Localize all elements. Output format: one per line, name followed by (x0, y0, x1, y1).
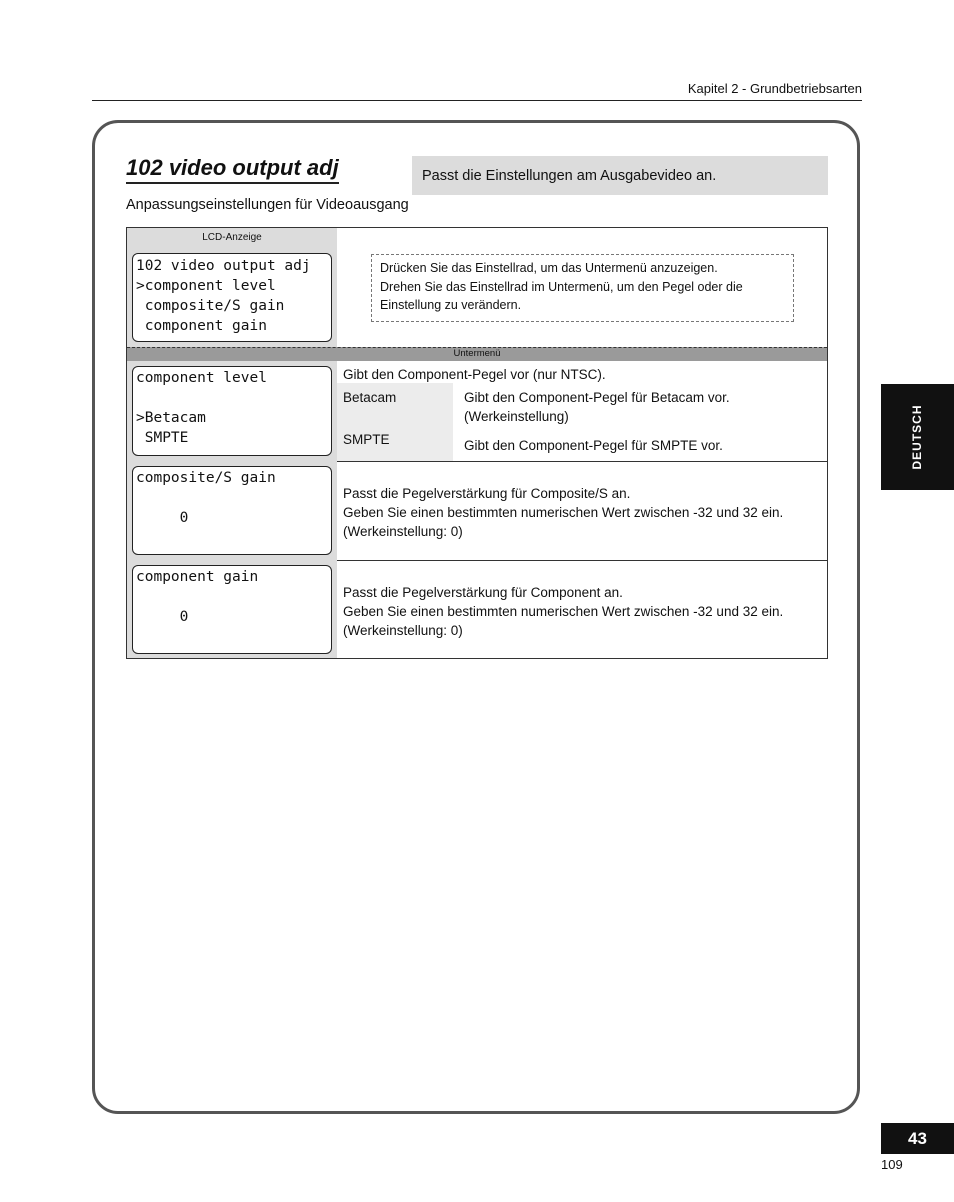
instruction-note (371, 254, 794, 322)
composite-gain-description (343, 484, 783, 541)
submenu-bar: Untermenü (127, 347, 827, 361)
lcd-column-header: LCD-Anzeige (202, 232, 262, 243)
row-divider (337, 461, 827, 462)
description-line: Geben Sie einen bestimmten numerischen Wert zwischen -32 und 32 ein. (343, 505, 784, 520)
note-line: Drehen Sie das Einstellrad im Untermenü, um den Pegel oder die (380, 279, 743, 294)
option-betacam-text (464, 388, 730, 426)
lcd-line: composite/S gain (136, 470, 276, 486)
lcd-line: component gain (136, 569, 259, 585)
description-line: Passt die Pegelverstärkung für Component an. (343, 585, 623, 600)
lcd-line: >Betacam (136, 410, 206, 426)
lcd-line: component gain (136, 318, 267, 334)
component-gain-description (343, 583, 783, 640)
lcd-line (136, 488, 328, 508)
description-line: Passt die Pegelverstärkung für Composite/S an. (343, 486, 631, 501)
section-title: 102 video output adj (126, 155, 339, 184)
language-side-tab (881, 384, 954, 490)
note-line: Einstellung zu verändern. (380, 298, 522, 312)
page-number: 109 (881, 1157, 903, 1172)
option-smpte-text: Gibt den Component-Pegel für SMPTE vor. (464, 438, 723, 453)
option-text-line: (Werkeinstellung) (464, 409, 569, 424)
chapter-header: Kapitel 2 - Grundbetriebsarten (687, 81, 862, 96)
lcd-display-component-level (132, 366, 332, 456)
lcd-line: >component level (136, 278, 276, 294)
lcd-display-main (132, 253, 332, 342)
description-line: (Werkeinstellung: 0) (343, 524, 463, 539)
lcd-line (136, 587, 328, 607)
section-summary: Passt die Einstellungen am Ausgabevideo an. (412, 156, 828, 195)
description-line: (Werkeinstellung: 0) (343, 623, 463, 638)
description-line: Geben Sie einen bestimmten numerischen Wert zwischen -32 und 32 ein. (343, 604, 784, 619)
note-line: Drücken Sie das Einstellrad, um das Untermenü anzuzeigen. (380, 261, 718, 275)
header-rule (92, 100, 862, 101)
lcd-line: SMPTE (136, 430, 189, 446)
row-divider (337, 560, 827, 561)
settings-table (126, 227, 828, 659)
option-betacam: Betacam (343, 390, 397, 405)
option-text-line: Gibt den Component-Pegel für Betacam vor. (464, 390, 730, 405)
option-smpte: SMPTE (343, 432, 390, 447)
lcd-line (136, 388, 328, 408)
section-subtitle: Anpassungseinstellungen für Videoausgang (126, 197, 409, 213)
lcd-line: component level (136, 370, 267, 386)
component-level-description: Gibt den Component-Pegel vor (nur NTSC). (343, 367, 606, 382)
lcd-line: 0 (136, 510, 189, 526)
chapter-page-box: 43 (881, 1123, 954, 1154)
lcd-display-composite-gain (132, 466, 332, 555)
lcd-line: 102 video output adj (136, 258, 311, 274)
side-tab-label: DEUTSCH (910, 404, 924, 470)
lcd-line: 0 (136, 609, 189, 625)
lcd-display-component-gain (132, 565, 332, 654)
lcd-line: composite/S gain (136, 298, 285, 314)
